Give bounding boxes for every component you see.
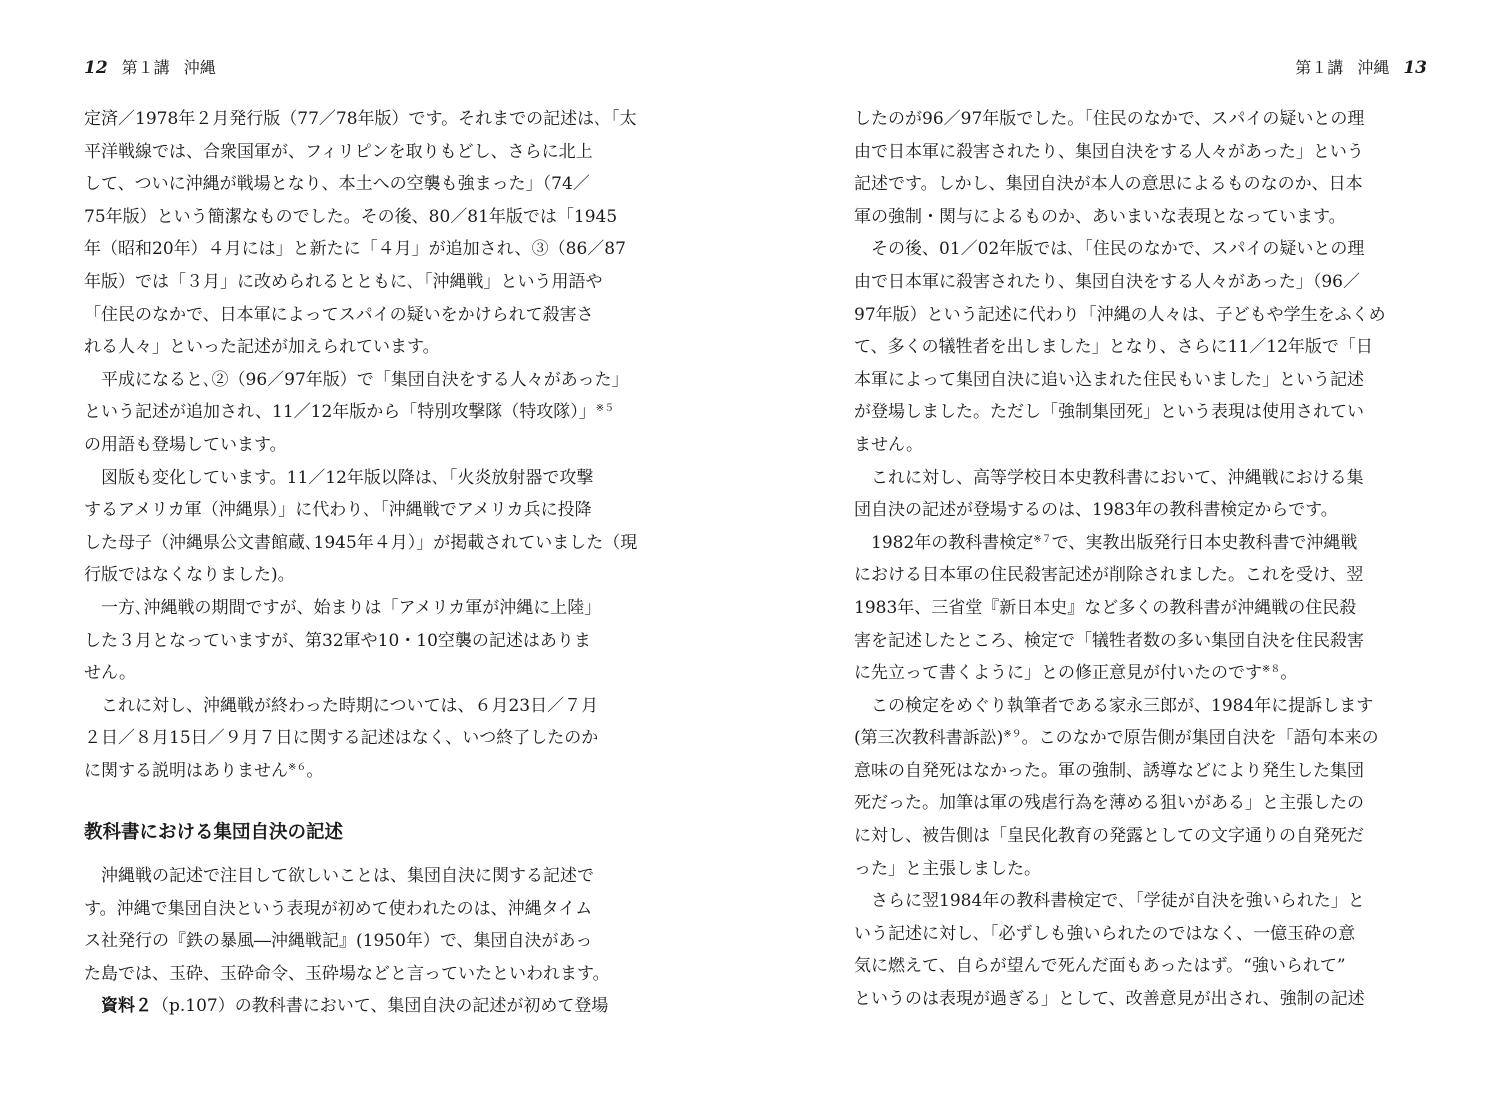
chapter-topic: 沖縄 — [183, 58, 216, 77]
footnote-ref-9: ※９ — [1003, 729, 1022, 741]
text-line: いう記述に対し､「必ずしも強いられたのではなく、一億玉砕の意 — [854, 923, 1356, 944]
text-line: ２日／８月15日／９月７日に関する記述はなく、いつ終了したのか — [84, 728, 599, 749]
line-text: 1982年の教科書検定 — [871, 532, 1034, 553]
text-line: 平成になると､②（96／97年版）で「集団自決をする人々があった」 — [101, 369, 629, 390]
left-page — [0, 0, 755, 1110]
material-reference: 資料２ — [101, 996, 152, 1017]
line-text: に関する説明はありません — [84, 760, 288, 781]
text-line: 年（昭和20年）４月には」と新たに「４月」が追加され、③（86／87 — [84, 239, 626, 260]
text-line: 定済／1978年２月発行版（77／78年版）です。それまでの記述は､「太 — [84, 109, 637, 129]
text-line: 97年版）という記述に代わり「沖縄の人々は、子どもや学生をふくめ — [854, 304, 1386, 325]
chapter-label: 第１講 — [1295, 58, 1344, 77]
text-line: 行版ではなくなりました)。 — [84, 565, 295, 586]
footnote-ref-7: ※７ — [1033, 533, 1052, 545]
text-line — [854, 657, 1430, 690]
footnote-ref-8: ※８ — [1262, 664, 1281, 676]
text-line: 沖縄戦の記述で注目して欲しいことは、集団自決に関する記述で — [101, 866, 594, 887]
text-line: の用語も登場しています。 — [84, 434, 287, 455]
text-line: 年版）では「３月」に改められるとともに､「沖縄戦」という用語や — [84, 271, 603, 292]
chapter-topic: 沖縄 — [1357, 58, 1390, 77]
text-line: して、ついに沖縄が戦場となり、本土への空襲も強まった」（74／ — [84, 174, 590, 195]
text-line: す。沖縄で集団自決という表現が初めて使われたのは、沖縄タイム — [84, 898, 593, 919]
chapter-label: 第１講 — [121, 58, 170, 77]
text-line: ス社発行の『鉄の暴風―沖縄戦記』(1950年）で、集団自決があっ — [84, 931, 593, 952]
text-line: した母子（沖縄県公文書館蔵､1945年４月）」が掲載されていました（現 — [84, 532, 638, 553]
footnote-ref-6: ※６ — [288, 761, 307, 773]
text-line — [84, 990, 659, 1023]
text-line: 75年版）という簡潔なものでした。その後、80／81年版では「1945 — [84, 206, 618, 227]
line-text: という記述が追加され、11／12年版から「特別攻撃隊（特攻隊）」 — [84, 402, 596, 423]
text-line: するアメリカ軍（沖縄県）」に代わり､「沖縄戦でアメリカ兵に投降 — [84, 500, 592, 521]
text-line: て、多くの犠牲者を出しました」となり、さらに11／12年版で「日 — [854, 337, 1373, 358]
running-header — [84, 57, 216, 79]
text-line: 由で日本軍に殺害されたり、集団自決をする人々があった」という — [854, 141, 1364, 162]
text-line: したのが96／97年版でした。「住民のなかで、スパイの疑いとの理 — [854, 109, 1365, 129]
text-line: 記述です。しかし、集団自決が本人の意思によるものなのか、日本 — [854, 174, 1363, 195]
text-line: 一方､沖縄戦の期間ですが、始まりは「アメリカ軍が沖縄に上陸」 — [101, 597, 602, 618]
right-page — [755, 0, 1511, 1110]
text-line: 死だった。加筆は軍の残虐行為を薄める狙いがある」と主張したの — [854, 793, 1364, 814]
line-text: （p.107）の教科書において、集団自決の記述が初めて登場 — [152, 996, 609, 1017]
text-line: 本軍によって集団自決に追い込まれた住民もいました」という記述 — [854, 369, 1364, 390]
text-line: 1983年、三省堂『新日本史』など多くの教科書が沖縄戦の住民殺 — [854, 597, 1357, 618]
text-line: というのは表現が過ぎる」として、改善意見が出され、強制の記述 — [854, 989, 1365, 1010]
text-line: ません。 — [854, 434, 924, 455]
text-line: この検定をめぐり執筆者である家永三郎が、1984年に提訴します — [871, 695, 1374, 716]
body-text — [854, 103, 1430, 1016]
text-line: これに対し、高等学校日本史教科書において、沖縄戦における集 — [871, 467, 1364, 488]
page-number: 13 — [1403, 58, 1427, 78]
line-text: に先立って書くように」との修正意見が付いたのです — [854, 663, 1262, 684]
running-header — [1295, 57, 1427, 79]
text-line: った」と主張しました。 — [854, 858, 1041, 879]
text-line: 軍の強制・関与によるものか、あいまいな表現となっています。 — [854, 206, 1346, 227]
text-line: における日本軍の住民殺害記述が削除されました。これを受け、翌 — [854, 565, 1364, 586]
page-number: 12 — [84, 58, 108, 78]
line-text: で、実教出版発行日本史教科書で沖縄戦 — [1051, 532, 1358, 553]
text-line: に対し、被告側は「皇民化教育の発露としての文字通りの自発死だ — [854, 826, 1364, 847]
text-line: が登場しました。ただし「強制集団死」という表現は使用されてい — [854, 402, 1364, 423]
text-line — [854, 527, 1430, 560]
text-line — [84, 396, 659, 429]
text-line: 「住民のなかで、日本軍によってスパイの疑いをかけられて殺害さ — [84, 304, 594, 325]
text-line: 意味の自発死はなかった。軍の強制、誘導などにより発生した集団 — [854, 760, 1364, 781]
section-heading: 教科書における集団自決の記述 — [84, 822, 344, 844]
text-line: 図版も変化しています。11／12年版以降は､「火炎放射器で攻撃 — [101, 467, 594, 488]
body-text — [84, 103, 659, 1023]
text-line: 害を記述したところ、検定で「犠牲者数の多い集団自決を住民殺害 — [854, 630, 1364, 651]
line-text: 。このなかで原告側が集団自決を「語句本来の — [1021, 728, 1379, 749]
text-line: その後、01／02年版では､「住民のなかで、スパイの疑いとの理 — [871, 239, 1365, 260]
text-line: 由で日本軍に殺害されたり、集団自決をする人々があった」（96／ — [854, 271, 1360, 292]
text-line: せん。 — [84, 663, 137, 684]
text-line: 気に燃えて、自らが望んで死んだ面もあったはず。“強いられて” — [854, 956, 1346, 977]
text-line: 平洋戦線では、合衆国軍が、フィリピンを取りもどし、さらに北上 — [84, 141, 593, 162]
line-text: 。 — [306, 760, 324, 781]
text-line: した３月となっていますが、第32軍や10・10空襲の記述はありま — [84, 630, 591, 651]
text-line: た島では、玉砕、玉砕命令、玉砕場などと言っていたといわれます。 — [84, 963, 610, 984]
text-line: れる人々」といった記述が加えられています。 — [84, 337, 440, 358]
line-text: (第三次教科書訴訟) — [854, 728, 1004, 749]
text-line — [84, 755, 659, 788]
footnote-ref-5: ※５ — [595, 403, 615, 415]
line-text: 。 — [1280, 663, 1298, 684]
text-line: さらに翌1984年の教科書検定で､「学徒が自決を強いられた」と — [871, 891, 1365, 912]
text-line — [854, 722, 1430, 755]
text-line: 団自決の記述が登場するのは、1983年の教科書検定からです。 — [854, 500, 1338, 521]
text-line: これに対し、沖縄戦が終わった時期については、６月23日／７月 — [101, 695, 599, 716]
